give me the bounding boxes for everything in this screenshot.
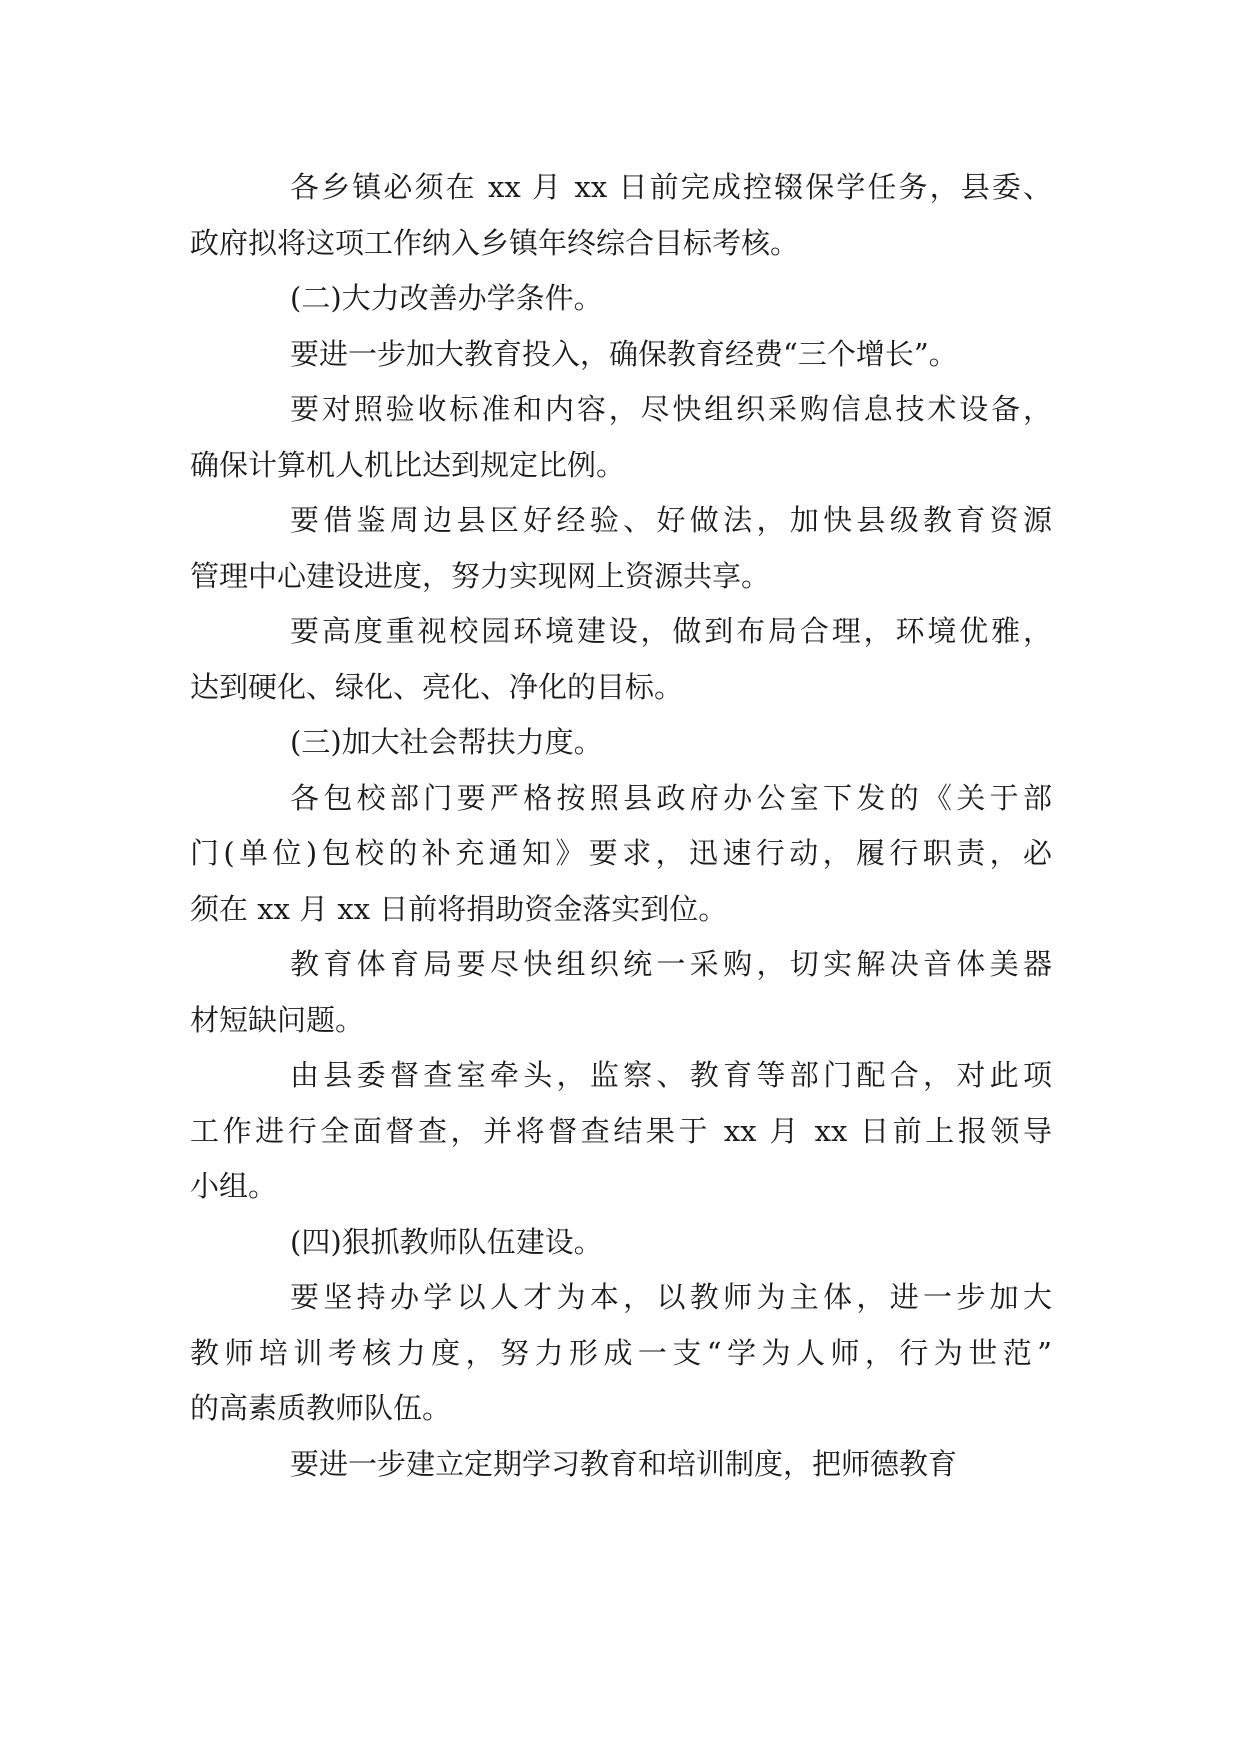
text-line: 要对照验收标准和内容，尽快组织采购信息技术设备， (290, 392, 1052, 426)
paragraph (190, 1270, 1052, 1437)
text-line: (三)加大社会帮扶力度。 (290, 725, 603, 759)
text-line: 要高度重视校园环境建设，做到布局合理，环境优雅， (290, 614, 1052, 648)
text-line: 要借鉴周边县区好经验、好做法，加快县级教育资源 (290, 503, 1052, 537)
text-line: 确保计算机人机比达到规定比例。 (190, 447, 626, 482)
paragraph (190, 327, 1052, 383)
text-line: 门(单位)包校的补充通知》要求，迅速行动，履行职责，必 (190, 836, 1052, 870)
text-line: 要进一步建立定期学习教育和培训制度，把师德教育 (290, 1446, 958, 1481)
text-line: 由县委督查室牵头，监察、教育等部门配合，对此项 (290, 1058, 1052, 1092)
paragraph (190, 1215, 1052, 1271)
text-line: 教育体育局要尽快组织统一采购，切实解决音体美器 (290, 947, 1052, 981)
paragraph (190, 771, 1052, 938)
text-line: 各包校部门要严格按照县政府办公室下发的《关于部 (290, 780, 1052, 815)
text-line: 各乡镇必须在 xx 月 xx 日前完成控辍保学任务，县委、 (290, 170, 1052, 204)
paragraph (190, 1048, 1052, 1215)
paragraph (190, 382, 1052, 493)
text-line: 达到硬化、绿化、亮化、净化的目标。 (190, 669, 684, 704)
text-line: 要坚持办学以人才为本，以教师为主体，进一步加大 (290, 1280, 1052, 1314)
paragraph (190, 160, 1052, 271)
text-line: 要进一步加大教育投入，确保教育经费“三个增长”。 (290, 336, 958, 371)
text-line: 工作进行全面督查，并将督查结果于 xx 月 xx 日前上报领导 (190, 1113, 1052, 1148)
paragraph (190, 493, 1052, 604)
text-line: 小组。 (190, 1169, 278, 1203)
paragraph (190, 937, 1052, 1048)
text-line: (四)狠抓教师队伍建设。 (290, 1224, 603, 1259)
paragraph (190, 271, 1052, 327)
paragraph (190, 715, 1052, 771)
text-line: 材短缺问题。 (190, 1002, 365, 1037)
paragraph (190, 1437, 1052, 1493)
text-line: 教师培训考核力度，努力形成一支“学为人师，行为世范” (190, 1335, 1052, 1370)
text-line: 须在 xx 月 xx 日前将捐助资金落实到位。 (190, 891, 728, 926)
text-line: 的高素质教师队伍。 (190, 1391, 452, 1425)
document-page (190, 160, 1052, 1492)
text-line: 政府拟将这项工作纳入乡镇年终综合目标考核。 (190, 225, 800, 260)
text-line: (二)大力改善办学条件。 (290, 281, 603, 315)
text-line: 管理中心建设进度，努力实现网上资源共享。 (190, 558, 771, 593)
paragraph (190, 604, 1052, 715)
